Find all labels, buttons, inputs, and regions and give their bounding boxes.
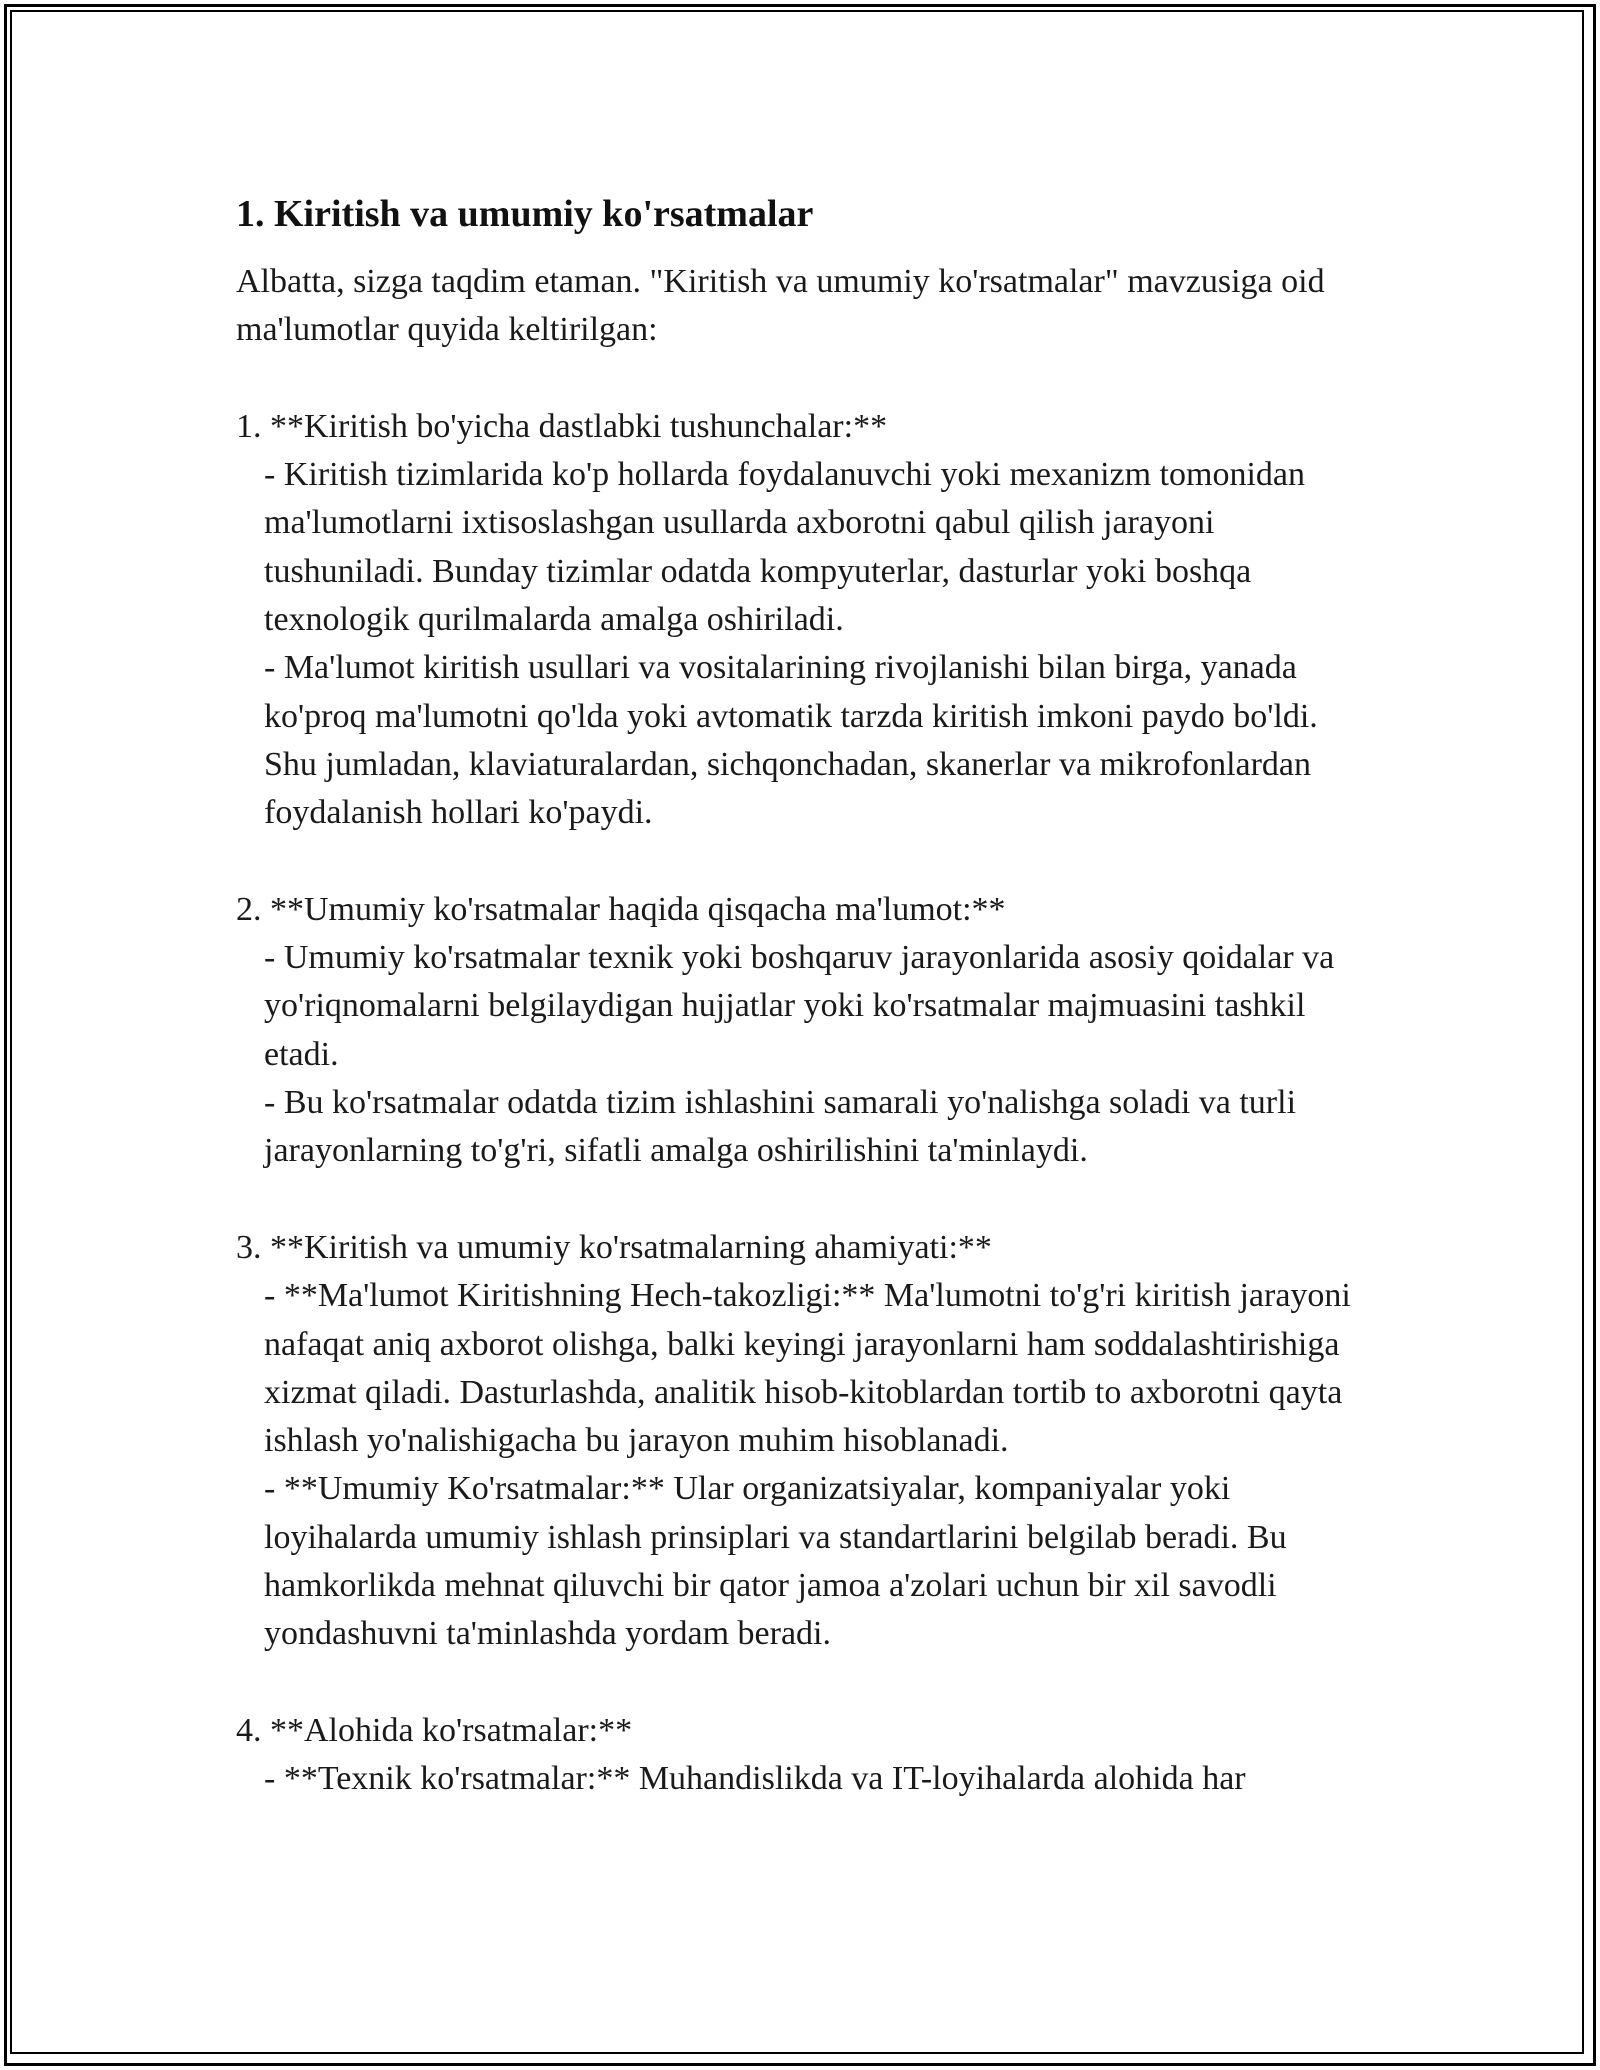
spacer: [236, 838, 1366, 886]
section-heading: 3. **Kiritish va umumiy ko'rsatmalarning ahamiyati:**: [236, 1228, 992, 1266]
section-heading: 4. **Alohida ko'rsatmalar:**: [236, 1711, 633, 1749]
intro-paragraph: Albatta, sizga taqdim etaman. "Kiritish va umumiy ko'rsatmalar" mavzusiga oid ma'lumotlar quyida keltirilgan:: [236, 263, 1325, 349]
bullet-item: - Bu ko'rsatmalar odatda tizim ishlashini samarali yo'nalishga soladi va turli jarayonlarning to'g'ri, sifatli amalga oshirilishini ta'minlaydi.: [264, 1084, 1297, 1170]
section-heading: 1. **Kiritish bo'yicha dastlabki tushunchalar:**: [236, 407, 888, 445]
spacer: [236, 355, 1366, 403]
bullet-item: - Ma'lumot kiritish usullari va vositalarining rivojlanishi bilan birga, yanada ko'proq ma'lumotni qo'lda yoki avtomatik tarzda kiritish imkoni paydo bo'ldi. Shu jumladan, klaviaturalardan, sichqonchadan, skanerlar va mikrofonlardan foydalanish hollari ko'paydi.: [264, 649, 1318, 832]
spacer: [236, 1659, 1366, 1707]
spacer: [236, 1176, 1366, 1224]
bullet-item: - Umumiy ko'rsatmalar texnik yoki boshqaruv jarayonlarida asosiy qoidalar va yo'riqnomalarni belgilaydigan hujjatlar yoki ko'rsatmalar majmuasini tashkil etadi.: [264, 939, 1335, 1073]
document-body: [236, 184, 1366, 1804]
bullet-item: - Kiritish tizimlarida ko'p hollarda foydalanuvchi yoki mexanizm tomonidan ma'lumotlarni ixtisoslashgan usullarda axborotni qabul qilish jarayoni tushuniladi. Bunday tizimlar odatda kompyuterlar, dasturlar yoki boshqa texnologik qurilmalarda amalga oshiriladi.: [264, 456, 1305, 639]
bullet-item: - **Ma'lumot Kiritishning Hech-takozligi:** Ma'lumotni to'g'ri kiritish jarayoni nafaqat aniq axborot olishga, balki keyingi jarayonlarni ham soddalashtirishiga xizmat qiladi. Dasturlashda, analitik hisob-kitoblardan tortib to axborotni qayta ishlash yo'nalishigacha bu jarayon muhim hisoblanadi.: [264, 1277, 1351, 1460]
bullet-item: - **Umumiy Ko'rsatmalar:** Ular organizatsiyalar, kompaniyalar yoki loyihalarda umumiy ishlash prinsiplari va standartlarini belgilab beradi. Bu hamkorlikda mehnat qiluvchi bir qator jamoa a'zolari uchun bir xil savodli yondashuvni ta'minlashda yordam beradi.: [264, 1470, 1287, 1653]
section-1: [236, 403, 1366, 838]
section-3: [236, 1224, 1366, 1659]
section-4: [236, 1707, 1366, 1804]
bullet-item: - **Texnik ko'rsatmalar:** Muhandislikda va IT-loyihalarda alohida har: [264, 1760, 1246, 1798]
page-title: 1. Kiritish va umumiy ko'rsatmalar: [236, 193, 814, 235]
section-heading: 2. **Umumiy ko'rsatmalar haqida qisqacha ma'lumot:**: [236, 890, 1006, 928]
section-2: [236, 886, 1366, 1176]
